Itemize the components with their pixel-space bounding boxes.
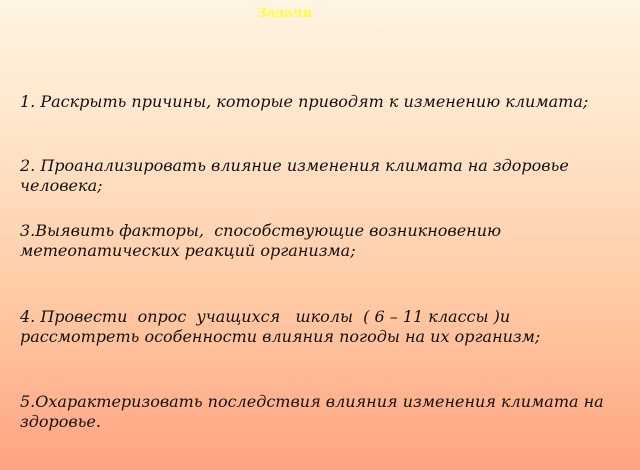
task-item-4: 4. Провести опрос учащихся школы ( 6 – 11 классы )и рассмотреть особенности влияния погоды на их организм;: [20, 307, 541, 346]
task-item-1: 1. Раскрыть причины, которые приводят к изменению климата;: [20, 92, 589, 111]
task-item-5: 5.Охарактеризовать последствия влияния изменения климата на здоровье.: [20, 392, 614, 431]
slide-title: Задачи: [257, 6, 313, 21]
task-item-2: 2. Проанализировать влияние изменения климата на здоровье человека;: [20, 156, 574, 195]
task-item-3: 3.Выявить факторы, способствующие возникновению метеопатических реакций организма;: [20, 221, 507, 260]
